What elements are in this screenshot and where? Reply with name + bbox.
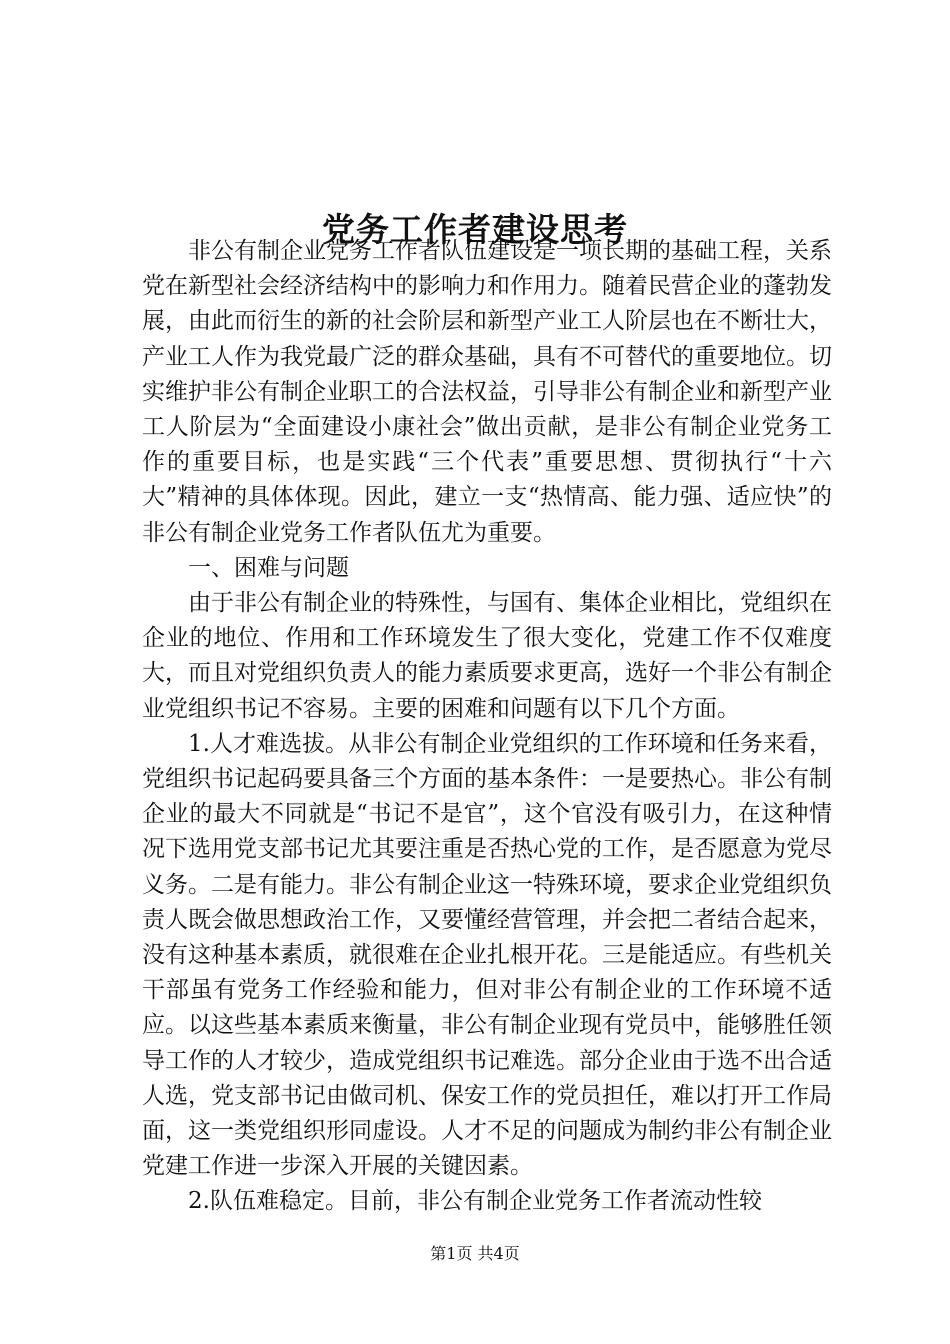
- paragraph-talent-selection: 1.人才难选拔。从非公有制企业党组织的工作环境和任务来看，党组织书记起码要具备三个方面的基本条件：一是要热心。非公有制企业的最大不同就是“书记不是官”，这个官没有吸引力，在这种情况下选用党支部书记尤其要注重是否热心党的工作，是否愿意为党尽义务。二是有能力。非公有制企业这一特殊环境，要求企业党组织负责人既会做思想政治工作，又要懂经营管理，并会把二者结合起来，没有这种基本素质，就很难在企业扎根开花。三是能适应。有些机关干部虽有党务工作经验和能力，但对非公有制企业的工作环境不适应。以这些基本素质来衡量，非公有制企业现有党员中，能够胜任领导工作的人才较少，造成党组织书记难选。部分企业由于选不出合适人选，党支部书记由做司机、保安工作的党员担任，难以打开工作局面，这一类党组织形同虚设。人才不足的问题成为制约非公有制企业党建工作进一步深入开展的关键因素。: [142, 730, 832, 1180]
- section-heading-difficulties: 一、困难与问题: [188, 554, 349, 581]
- document-title: 党务工作者建设思考: [322, 210, 628, 250]
- paragraph-difficulties-overview: 由于非公有制企业的特殊性，与国有、集体企业相比，党组织在企业的地位、作用和工作环境发生了很大变化，党建工作不仅难度大，而且对党组织负责人的能力素质要求更高，选好一个非公有制企业党组织书记不容易。主要的困难和问题有以下几个方面。: [142, 590, 832, 722]
- document-body: [142, 234, 832, 1220]
- paragraph-team-stability: 2.队伍难稳定。目前，非公有制企业党务工作者流动性较: [188, 1188, 762, 1215]
- paragraph-intro: 非公有制企业党务工作者队伍建设是一项长期的基础工程，关系党在新型社会经济结构中的影响力和作用力。随着民营企业的蓬勃发展，由此而衍生的新的社会阶层和新型产业工人阶层也在不断壮大，产业工人作为我党最广泛的群众基础，具有不可替代的重要地位。切实维护非公有制企业职工的合法权益，引导非公有制企业和新型产业工人阶层为“全面建设小康社会”做出贡献，是非公有制企业党务工作的重要目标，也是实践“三个代表”重要思想、贯彻执行“十六大”精神的具体体现。因此，建立一支“热情高、能力强、适应快”的非公有制企业党务工作者队伍尤为重要。: [142, 238, 832, 546]
- page-footer: 第1页 共4页: [430, 1244, 520, 1263]
